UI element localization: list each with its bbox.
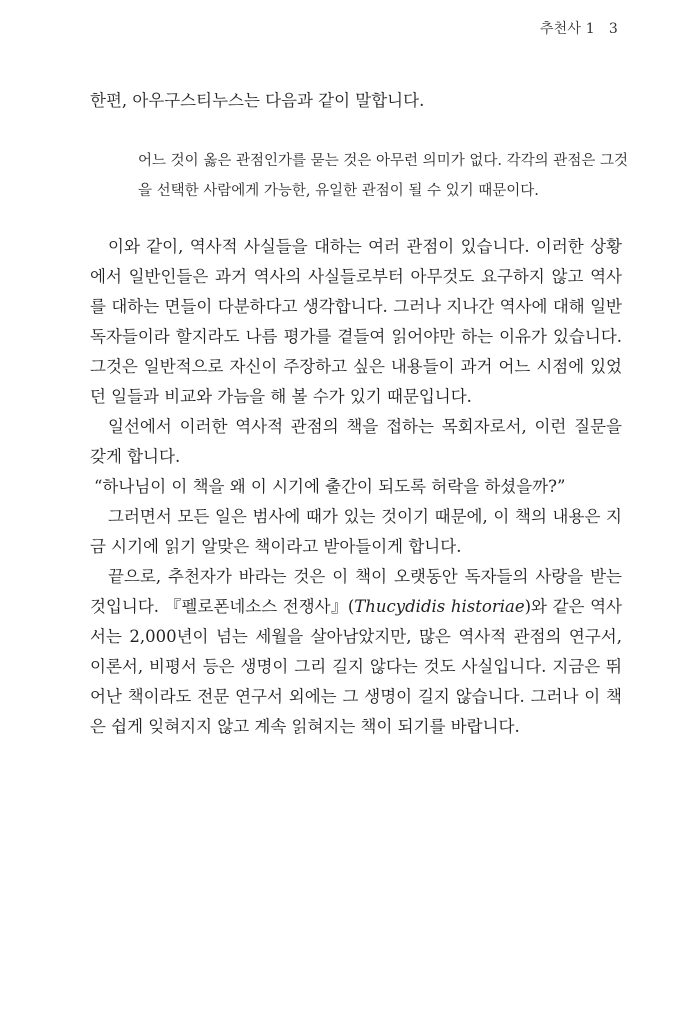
block-quote-text: 어느 것이 옳은 관점인가를 묻는 것은 아무런 의미가 없다. 각각의 관점은 그것을 선택한 사람에게 가능한, 유일한 관점이 될 수 있기 때문이다. xyxy=(138,153,628,199)
running-header xyxy=(540,18,618,38)
block-quote xyxy=(138,146,628,206)
paragraph-5 xyxy=(90,562,622,742)
page-number: 3 xyxy=(608,21,618,37)
paragraph-3-quotation: “하나님이 이 책을 왜 이 시기에 출간이 되도록 허락을 하셨을까?” xyxy=(94,477,566,496)
paragraph-1: 이와 같이, 역사적 사실들을 대하는 여러 관점이 있습니다. 이러한 상황에서 일반인들은 과거 역사의 사실들로부터 아무것도 요구하지 않고 역사를 대하는 면들이 다분하다고 생각합니다. 그러나 지나간 역사에 대해 일반 독자들이라 할지라도 나름 평가를 곁들여 읽어야만 하는 이유가 있습니다. 그것은 일반적으로 자신이 주장하고 싶은 내용들이 과거 어느 시점에 있었던 일들과 비교와 가늠을 해 볼 수가 있기 때문입니다. xyxy=(90,237,622,406)
header-section-title: 추천사 1 xyxy=(539,21,595,37)
paragraph-5-part-1: 끝으로, 추천자가 바라는 것은 이 책이 오랫동안 독자들의 사랑을 받는 것입니다. 『펠로폰네소스 전쟁사』( xyxy=(90,567,622,616)
paragraph-5-part-2: )와 같은 역사서는 2,000년이 넘는 세월을 살아남았지만, 많은 역사적 관점의 연구서, 이론서, 비평서 등은 생명이 그리 길지 않다는 것도 사실입니다. 지금은 뛰어난 책이라도 전문 연구서 외에는 그 생명이 길지 않습니다. 그러나 이 책은 쉽게 잊혀지지 않고 계속 읽혀지는 책이 되기를 바랍니다. xyxy=(90,597,622,736)
latin-title: Thucydidis historiae xyxy=(354,597,525,616)
paragraph-2: 일선에서 이러한 역사적 관점의 책을 접하는 목회자로서, 이런 질문을 갖게 합니다. xyxy=(90,417,622,466)
paragraph-4: 그러면서 모든 일은 범사에 때가 있는 것이기 때문에, 이 책의 내용은 지금 시기에 읽기 알맞은 책이라고 받아들이게 합니다. xyxy=(90,507,622,556)
intro-line: 한편, 아우구스티누스는 다음과 같이 말합니다. xyxy=(90,91,425,110)
body-text xyxy=(90,232,622,742)
